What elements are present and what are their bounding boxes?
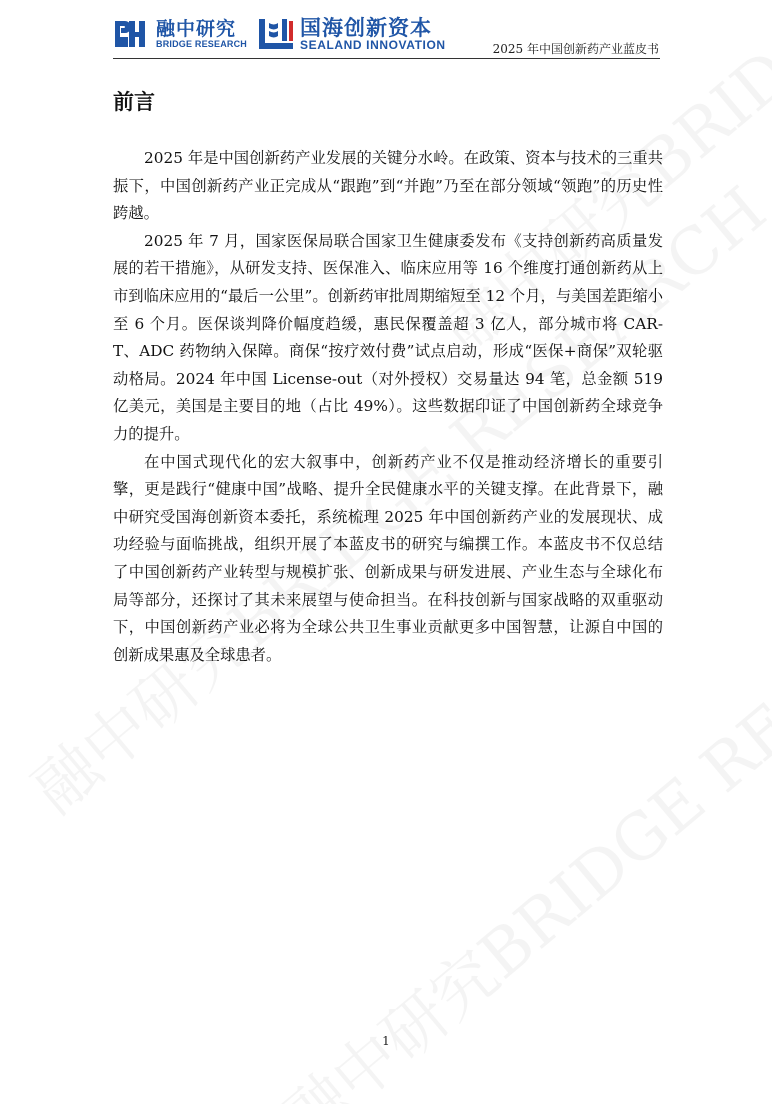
sealand-innovation-logo — [258, 14, 446, 54]
header-divider — [113, 58, 660, 59]
page-number: 1 — [382, 1034, 390, 1048]
bridge-logo-name: 融中研究 — [156, 17, 237, 40]
paragraph: 2025 年 7 月，国家医保局联合国家卫生健康委发布《支持创新药高质量发展的若干措施》，从研发支持、医保准入、临床应用等 16 个维度打通创新药从上市到临床应用的“最后一公里”。创新药审批周期缩短至 12 个月，与美国差距缩小至 6 个月。医保谈判降价幅度趋缓，惠民保覆盖超 3 亿人，部分城市将 CAR-T、ADC 药物纳入保障。商保“按疗效付费”试点启动，形成“医保+商保”双轮驱动格局。2024 年中国 License-out（对外授权）交易量达 94 笔，总金额 519 亿美元，美国是主要目的地（占比 49%）。这些数据印证了中国创新药全球竞争力的提升。 — [113, 231, 663, 443]
report-title: 2025 年中国创新药产业蓝皮书 — [492, 42, 659, 56]
sealand-logo-subtitle: SEALAND INNOVATION — [300, 37, 446, 52]
sealand-logo-icon — [258, 17, 294, 51]
bridge-research-logo — [113, 14, 247, 54]
sealand-logo-name: 国海创新资本 — [300, 15, 432, 40]
bridge-logo-subtitle: BRIDGE RESEARCH — [156, 38, 248, 49]
body-text — [113, 145, 663, 669]
bridge-logo-icon — [113, 17, 151, 51]
paragraph: 2025 年是中国创新药产业发展的关键分水岭。在政策、资本与技术的三重共振下，中国创新药产业正完成从“跟跑”到“并跑”乃至在部分领域“领跑”的历史性跨越。 — [113, 149, 663, 223]
paragraph: 在中国式现代化的宏大叙事中，创新药产业不仅是推动经济增长的重要引擎，更是践行“健康中国”战略、提升全民健康水平的关键支撑。在此背景下，融中研究受国海创新资本委托，系统梳理 2025 年中国创新药产业的发展现状、成功经验与面临挑战，组织开展了本蓝皮书的研究与编撰工作。本蓝皮书不仅总结了中国创新药产业转型与规模扩张、创新成果与研发进展、产业生态与全球化布局等部分，还探讨了其未来展望与使命担当。在科技创新与国家战略的双重驱动下，中国创新药产业必将为全球公共卫生事业贡献更多中国智慧，让源自中国的创新成果惠及全球患者。 — [113, 452, 663, 664]
page-title: 前言 — [113, 90, 155, 114]
page-header — [0, 0, 772, 62]
